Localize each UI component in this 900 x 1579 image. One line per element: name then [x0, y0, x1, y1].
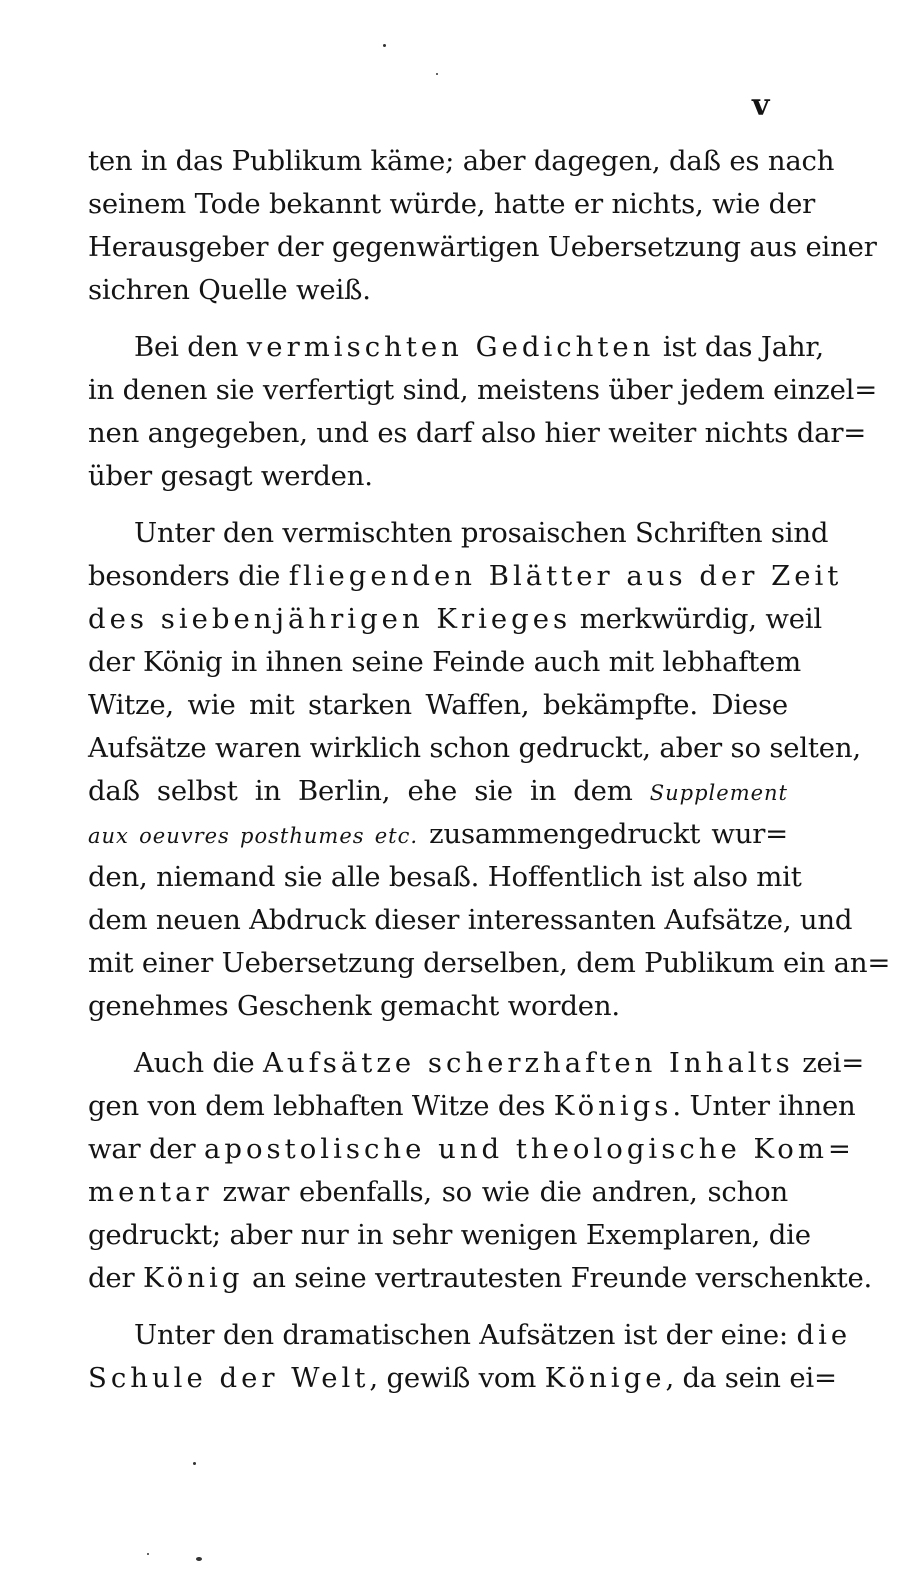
latin-title: aux oeuvres posthumes etc.: [88, 824, 419, 848]
scan-speck: [383, 44, 386, 47]
text-line: Unter den dramatischen Aufsätzen ist der eine: die: [134, 1319, 852, 1351]
latin-title: Supplement: [649, 781, 788, 805]
text-line: aux oeuvres posthumes etc. zusammengedruckt wur=: [88, 818, 788, 850]
scan-speck: [147, 1553, 149, 1555]
emphasis-text: mentar: [88, 1176, 213, 1208]
text-line: Witze, wie mit starken Waffen, bekämpfte. Diese: [88, 689, 788, 721]
text-line: gen von dem lebhaften Witze des Königs. Unter ihnen: [88, 1090, 856, 1122]
text-line: Herausgeber der gegenwärtigen Uebersetzung aus einer: [88, 231, 877, 263]
scan-speck: [193, 1462, 196, 1465]
text-line: über gesagt werden.: [88, 460, 373, 492]
emphasis-text: fliegenden Blätter aus der Zeit: [288, 560, 843, 592]
text-line: mit einer Uebersetzung derselben, dem Publikum ein an=: [88, 947, 891, 979]
text-line: mentar zwar ebenfalls, so wie die andren, schon: [88, 1176, 788, 1208]
text-line: sichren Quelle weiß.: [88, 274, 371, 306]
emphasis-text: Könige: [544, 1362, 666, 1394]
text-line: Aufsätze waren wirklich schon gedruckt, aber so selten,: [88, 732, 861, 764]
emphasis-text: Königs: [553, 1090, 673, 1122]
text-line: Unter den vermischten prosaischen Schriften sind: [134, 517, 829, 549]
text-line: genehmes Geschenk gemacht worden.: [88, 990, 620, 1022]
emphasis-text: vermischten Gedichten: [246, 331, 655, 363]
scan-speck: [196, 1557, 202, 1561]
text-line: den, niemand sie alle besaß. Hoffentlich ist also mit: [88, 861, 802, 893]
text-line: der König an seine vertrautesten Freunde verschenkte.: [88, 1262, 873, 1294]
text-line: Schule der Welt, gewiß vom Könige, da sein ei=: [88, 1362, 837, 1394]
paragraph-5: [88, 1314, 852, 1400]
emphasis-text: König: [142, 1262, 244, 1294]
text-line: ten in das Publikum käme; aber dagegen, daß es nach: [88, 145, 835, 177]
page-number: v: [752, 88, 770, 123]
scan-speck: [436, 73, 438, 75]
text-line: gedruckt; aber nur in sehr wenigen Exemplaren, die: [88, 1219, 811, 1251]
emphasis-text: die: [796, 1319, 852, 1351]
emphasis-text: Schule der Welt: [88, 1362, 370, 1394]
paragraph-3: [88, 512, 891, 1028]
body-text: [88, 140, 891, 1400]
text-line: in denen sie verfertigt sind, meistens über jedem einzel=: [88, 374, 878, 406]
text-line: des siebenjährigen Krieges merkwürdig, weil: [88, 603, 822, 635]
text-line: der König in ihnen seine Feinde auch mit lebhaftem: [88, 646, 802, 678]
text-line: war der apostolische und theologische Kom=: [88, 1133, 855, 1165]
emphasis-text: apostolische und theologische Kom=: [204, 1133, 855, 1165]
paragraph-4: [88, 1042, 873, 1300]
emphasis-text: des siebenjährigen Krieges: [88, 603, 572, 635]
text-line: daß selbst in Berlin, ehe sie in dem Supplement: [88, 775, 788, 807]
text-line: besonders die fliegenden Blätter aus der Zeit: [88, 560, 843, 592]
paragraph-2: [88, 326, 878, 498]
emphasis-text: Aufsätze scherzhaften Inhalts: [263, 1047, 794, 1079]
text-line: nen angegeben, und es darf also hier weiter nichts dar=: [88, 417, 867, 449]
text-line: Bei den vermischten Gedichten ist das Jahr,: [134, 331, 824, 363]
paragraph-1: [88, 140, 877, 312]
text-line: dem neuen Abdruck dieser interessanten Aufsätze, und: [88, 904, 853, 936]
text-line: seinem Tode bekannt würde, hatte er nichts, wie der: [88, 188, 816, 220]
text-line: Auch die Aufsätze scherzhaften Inhalts zei=: [134, 1047, 865, 1079]
